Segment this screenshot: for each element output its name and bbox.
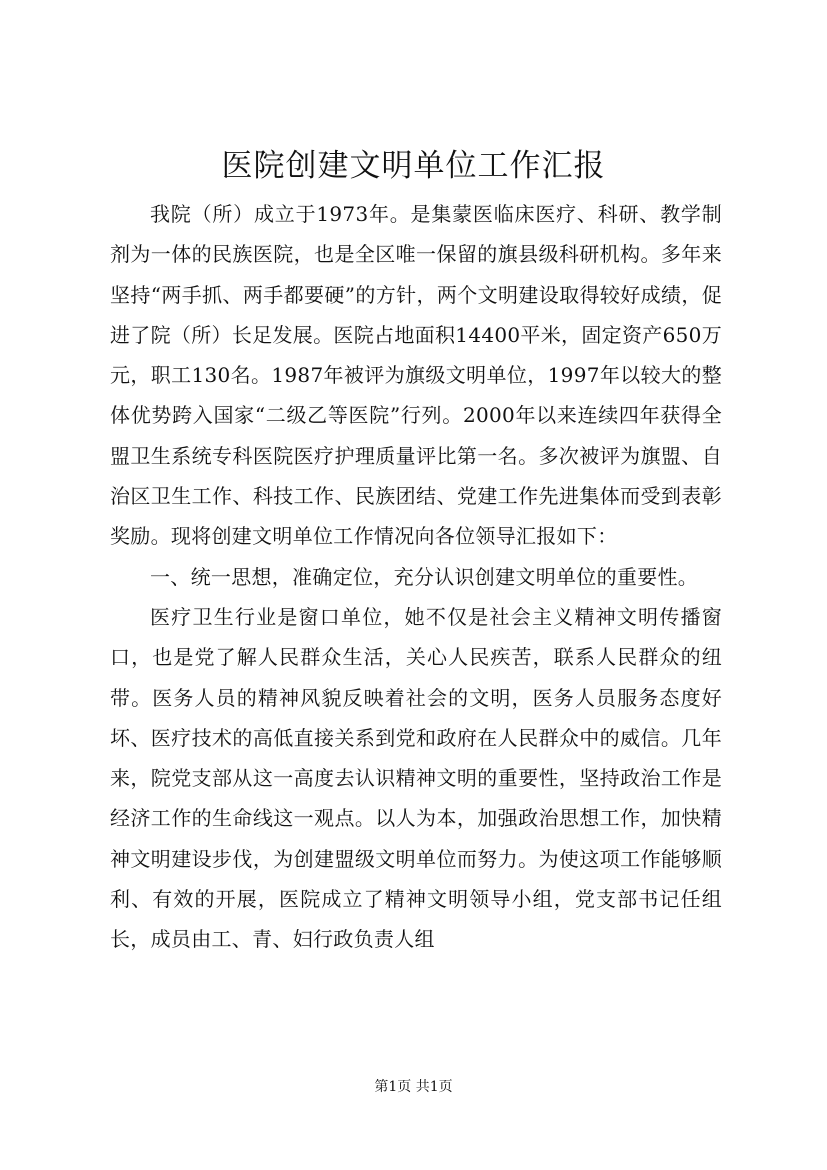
document-title: 医院创建文明单位工作汇报 (221, 148, 606, 184)
page-number-footer: 第1页 共1页 (374, 1079, 453, 1095)
document-body (110, 194, 722, 960)
paragraph-section-heading: 一、统一思想，准确定位，充分认识创建文明单位的重要性。 (150, 564, 699, 589)
paragraph-intro: 我院（所）成立于1973年。是集蒙医临床医疗、科研、教学制剂为一体的民族医院，也是全区唯一保留的旗县级科研机构。多年来坚持“两手抓、两手都要硬”的方针，两个文明建设取得较好成绩，促进了院（所）长足发展。医院占地面积14400平米，固定资产650万元，职工130名。1987年被评为旗级文明单位，1997年以较大的整体优势跨入国家“二级乙等医院”行列。2000年以来连续四年获得全盟卫生系统专科医院医疗护理质量评比第一名。多次被评为旗盟、自治区卫生工作、科技工作、民族团结、党建工作先进集体而受到表彰奖励。现将创建文明单位工作情况向各位领导汇报如下： (110, 202, 722, 549)
paragraph-section-body: 医疗卫生行业是窗口单位，她不仅是社会主义精神文明传播窗口，也是党了解人民群众生活，关心人民疾苦，联系人民群众的纽带。医务人员的精神风貌反映着社会的文明，医务人员服务态度好坏、医疗技术的高低直接关系到党和政府在人民群众中的威信。几年来，院党支部从这一高度去认识精神文明的重要性，坚持政治工作是经济工作的生命线这一观点。以人为本，加强政治思想工作，加快精神文明建设步伐，为创建盟级文明单位而努力。为使这项工作能够顺利、有效的开展，医院成立了精神文明领导小组，党支部书记任组长，成员由工、青、妇行政负责人组 (110, 604, 722, 952)
